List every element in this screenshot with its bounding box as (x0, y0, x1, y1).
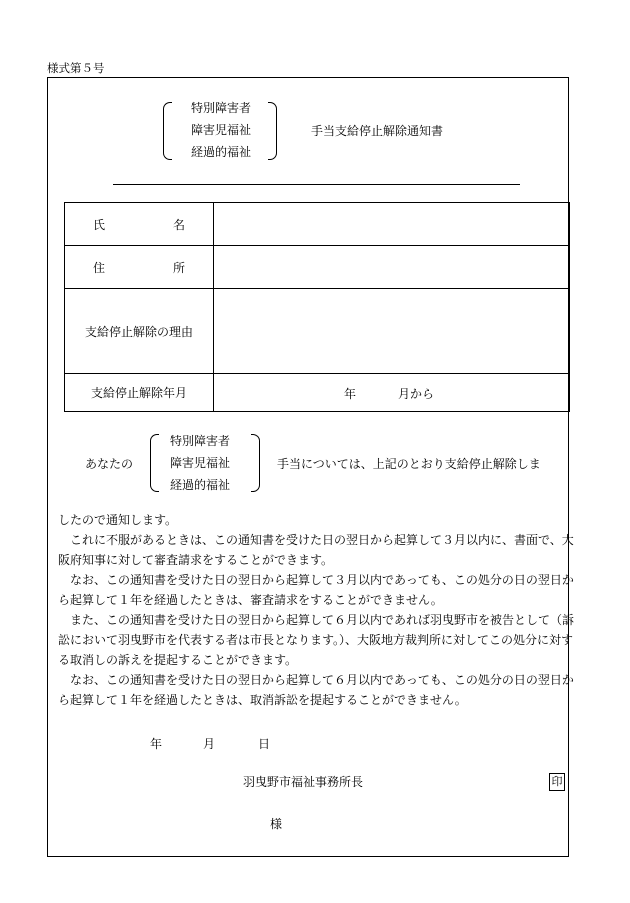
paragraph-appeal-limit: なお、この通知書を受けた日の翌日から起算して３月以内であっても、この処分の日の翌日から起算して１年を経過したときは、審査請求をすることができません。 (58, 573, 574, 607)
reason-value-cell (214, 289, 570, 374)
date-year-label: 年 (150, 737, 163, 751)
address-value-cell (214, 246, 570, 289)
notice-continuation: したので通知します。 (58, 513, 178, 527)
paragraph-appeal: これに不服があるときは、この通知書を受けた日の翌日から起算して３月以内に、書面で、大阪府知事に対して審査請求をすることができます。 (58, 533, 574, 567)
issuer-name: 羽曳野市福祉事務所長 (243, 775, 364, 789)
notice-suffix: 手当については、上記のとおり支給停止解除しま (277, 457, 541, 471)
reason-label: 支給停止解除の理由 (65, 289, 214, 374)
notice-right-bracket (251, 434, 260, 492)
name-label: 氏 名 (93, 217, 185, 232)
honorific: 様 (270, 817, 283, 831)
notice-left-bracket (150, 434, 159, 492)
title-category-1: 特別障害者 (191, 101, 252, 115)
title-category-2: 障害児福祉 (191, 123, 252, 137)
title-right-bracket (268, 102, 277, 160)
notice-prefix: あなたの (85, 457, 134, 471)
table-row-name (65, 203, 570, 246)
document-title: 手当支給停止解除通知書 (311, 124, 444, 138)
notice-category-list (170, 430, 230, 496)
title-category-3: 経過的福祉 (191, 145, 252, 159)
title-category-list (191, 97, 251, 163)
date-label: 支給停止解除年月 (65, 374, 214, 412)
title-underline (113, 184, 520, 185)
seal-mark: 印 (549, 773, 565, 791)
table-row-address (65, 246, 570, 289)
date-month-unit: 月から (398, 387, 435, 401)
date-day-label: 日 (258, 737, 271, 751)
notice-category-1: 特別障害者 (170, 434, 231, 448)
paragraph-lawsuit-limit: なお、この通知書を受けた日の翌日から起算して６月以内であっても、この処分の日の翌日から起算して１年を経過したときは、取消訴訟を提起することができません。 (58, 673, 574, 707)
date-year-unit: 年 (344, 387, 357, 401)
table-row-reason (65, 289, 570, 374)
table-row-date (65, 374, 570, 412)
form-number-label: 様式第５号 (47, 61, 105, 75)
notice-category-3: 経過的福祉 (170, 478, 231, 492)
paragraph-lawsuit: また、この通知書を受けた日の翌日から起算して６月以内であれば羽曳野市を被告として（訴訟において羽曳野市を代表する者は市長となります。）、大阪地方裁判所に対してこの処分に対する取消しの訴えを提起することができます。 (58, 613, 575, 667)
notice-body (58, 510, 578, 710)
address-label: 住 所 (93, 260, 185, 275)
date-value-cell (214, 374, 570, 412)
date-month-label: 月 (203, 737, 216, 751)
info-table (64, 202, 570, 412)
title-left-bracket (163, 102, 172, 160)
notice-category-2: 障害児福祉 (170, 456, 231, 470)
name-value-cell (214, 203, 570, 246)
